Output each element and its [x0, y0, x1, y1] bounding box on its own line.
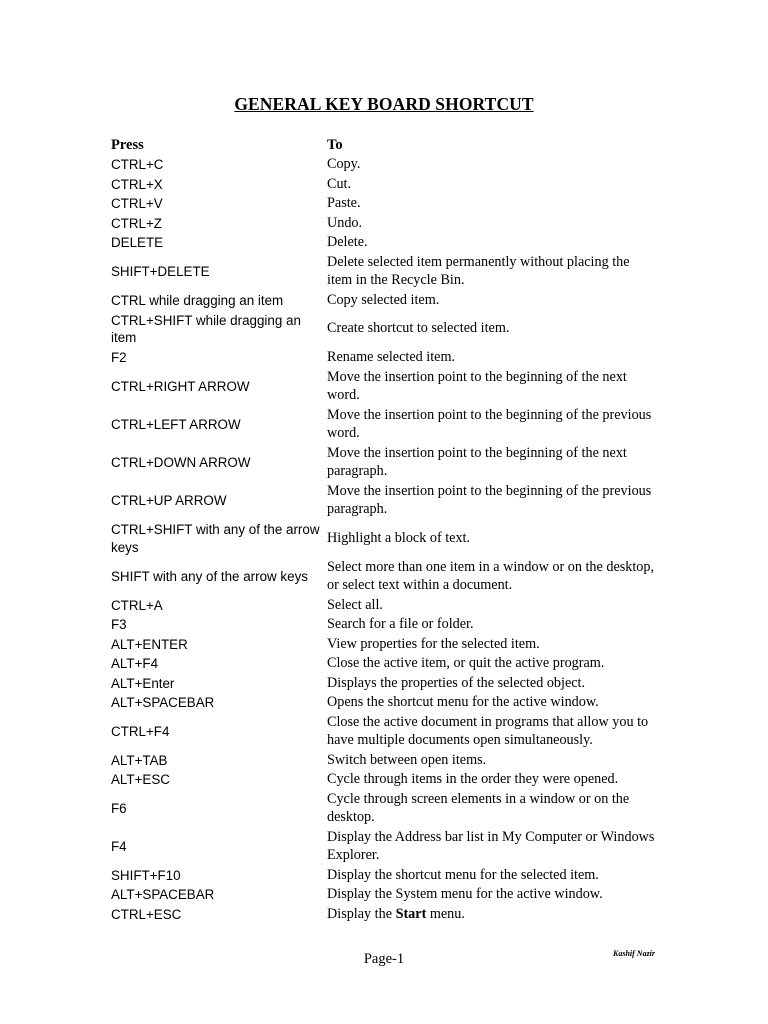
table-row	[111, 368, 656, 406]
shortcut-action: Close the active item, or quit the active program.	[327, 655, 605, 671]
shortcut-action: Switch between open items.	[327, 751, 487, 768]
table-row	[111, 693, 656, 713]
table-row	[111, 866, 656, 886]
shortcut-action: Delete selected item permanently without placing the item in the Recycle Bin.	[327, 254, 630, 288]
shortcut-key: CTRL+F4	[111, 723, 170, 739]
table-row	[111, 348, 656, 368]
table-row	[111, 175, 656, 195]
table-header-row	[111, 136, 656, 155]
table-row	[111, 654, 656, 674]
table-row	[111, 214, 656, 234]
shortcut-key: CTRL+UP ARROW	[111, 492, 227, 508]
shortcut-action: Move the insertion point to the beginning of the previous paragraph.	[327, 483, 652, 517]
shortcut-key: F2	[111, 350, 127, 365]
shortcut-action: Delete.	[327, 234, 368, 250]
shortcut-key: ALT+ENTER	[111, 636, 188, 652]
shortcut-action-bold: Start	[395, 905, 427, 922]
shortcut-key: ALT+ESC	[111, 772, 170, 787]
table-row	[111, 194, 656, 214]
table-row	[111, 790, 656, 828]
table-row	[111, 291, 656, 311]
shortcut-action: Select all.	[327, 596, 383, 613]
shortcut-action: Display the shortcut menu for the selected item.	[327, 866, 599, 883]
page-number: Page-1	[363, 951, 405, 967]
table-row	[111, 770, 656, 790]
shortcut-table	[111, 136, 656, 924]
shortcut-key: CTRL+DOWN ARROW	[111, 454, 251, 470]
table-row	[111, 482, 656, 520]
shortcut-action: Copy selected item.	[327, 291, 440, 308]
shortcut-key: ALT+Enter	[111, 675, 175, 691]
table-row	[111, 751, 656, 771]
shortcut-key: CTRL+SHIFT with any of the arrow keys	[111, 522, 320, 555]
table-row	[111, 635, 656, 655]
shortcut-key: CTRL+C	[111, 157, 164, 172]
shortcut-action: Undo.	[327, 214, 363, 231]
table-row	[111, 713, 656, 751]
shortcut-key: CTRL+Z	[111, 215, 162, 231]
table-row	[111, 520, 656, 558]
shortcut-action: Move the insertion point to the beginning of the next paragraph.	[327, 445, 627, 479]
table-row	[111, 828, 656, 866]
shortcut-action-text: Display the	[327, 905, 396, 922]
shortcut-action: Close the active document in programs that allow you to have multiple documents open simultaneously.	[327, 714, 649, 748]
table-row	[111, 674, 656, 694]
shortcut-action: Opens the shortcut menu for the active window.	[327, 694, 599, 710]
shortcut-action: Displays the properties of the selected object.	[327, 674, 586, 691]
shortcut-key: SHIFT+F10	[111, 867, 181, 883]
shortcut-action: Cycle through screen elements in a window or on the desktop.	[327, 791, 630, 825]
table-row	[111, 905, 656, 925]
table-row	[111, 596, 656, 616]
shortcut-action: Search for a file or folder.	[327, 616, 474, 632]
table-row	[111, 310, 656, 348]
shortcut-key: CTRL while dragging an item	[111, 292, 284, 308]
shortcut-key: F3	[111, 617, 127, 632]
table-row	[111, 558, 656, 596]
table-row	[111, 253, 656, 291]
table-row	[111, 233, 656, 253]
header-to: To	[327, 136, 343, 153]
shortcut-action	[327, 905, 656, 925]
shortcut-key: F6	[111, 800, 127, 816]
page-title: GENERAL KEY BOARD SHORTCUT	[234, 94, 534, 114]
shortcut-key: CTRL+A	[111, 597, 163, 613]
table-row	[111, 444, 656, 482]
shortcut-key: F4	[111, 838, 127, 854]
shortcut-key: SHIFT with any of the arrow keys	[111, 568, 308, 584]
table-row	[111, 885, 656, 905]
author-name: Kashif Nazir	[613, 949, 656, 958]
shortcut-key: ALT+TAB	[111, 752, 168, 768]
table-row	[111, 615, 656, 635]
shortcut-key: CTRL+SHIFT while dragging an item	[111, 312, 301, 345]
shortcut-key: CTRL+X	[111, 176, 163, 192]
shortcut-key: CTRL+ESC	[111, 906, 182, 922]
shortcut-action: Cut.	[327, 175, 352, 192]
shortcut-key: CTRL+RIGHT ARROW	[111, 378, 250, 394]
table-row	[111, 406, 656, 444]
shortcut-action: Copy.	[327, 156, 361, 172]
shortcut-action: Cycle through items in the order they were opened.	[327, 771, 619, 787]
table-body	[111, 155, 656, 924]
shortcut-key: CTRL+LEFT ARROW	[111, 416, 241, 432]
shortcut-key: ALT+SPACEBAR	[111, 887, 215, 902]
shortcut-key: ALT+SPACEBAR	[111, 695, 215, 710]
shortcut-action: Move the insertion point to the beginning of the next word.	[327, 369, 627, 403]
shortcut-key: ALT+F4	[111, 656, 159, 671]
shortcut-action: Highlight a block of text.	[327, 529, 471, 546]
shortcut-key: SHIFT+DELETE	[111, 263, 210, 279]
shortcut-key: DELETE	[111, 235, 164, 250]
shortcut-action: Move the insertion point to the beginning of the previous word.	[327, 407, 652, 441]
shortcut-action: Display the Address bar list in My Computer or Windows Explorer.	[327, 829, 655, 863]
shortcut-action: View properties for the selected item.	[327, 635, 540, 652]
header-press: Press	[111, 136, 144, 153]
shortcut-action: Rename selected item.	[327, 349, 456, 365]
shortcut-key: CTRL+V	[111, 196, 163, 211]
shortcut-action: Create shortcut to selected item.	[327, 320, 510, 337]
shortcut-action: Display the System menu for the active window.	[327, 886, 603, 902]
table-row	[111, 155, 656, 175]
shortcut-action: Select more than one item in a window or on the desktop, or select text within a document.	[327, 559, 655, 593]
shortcut-action-text-after: menu.	[426, 905, 465, 922]
shortcut-action: Paste.	[327, 195, 361, 211]
